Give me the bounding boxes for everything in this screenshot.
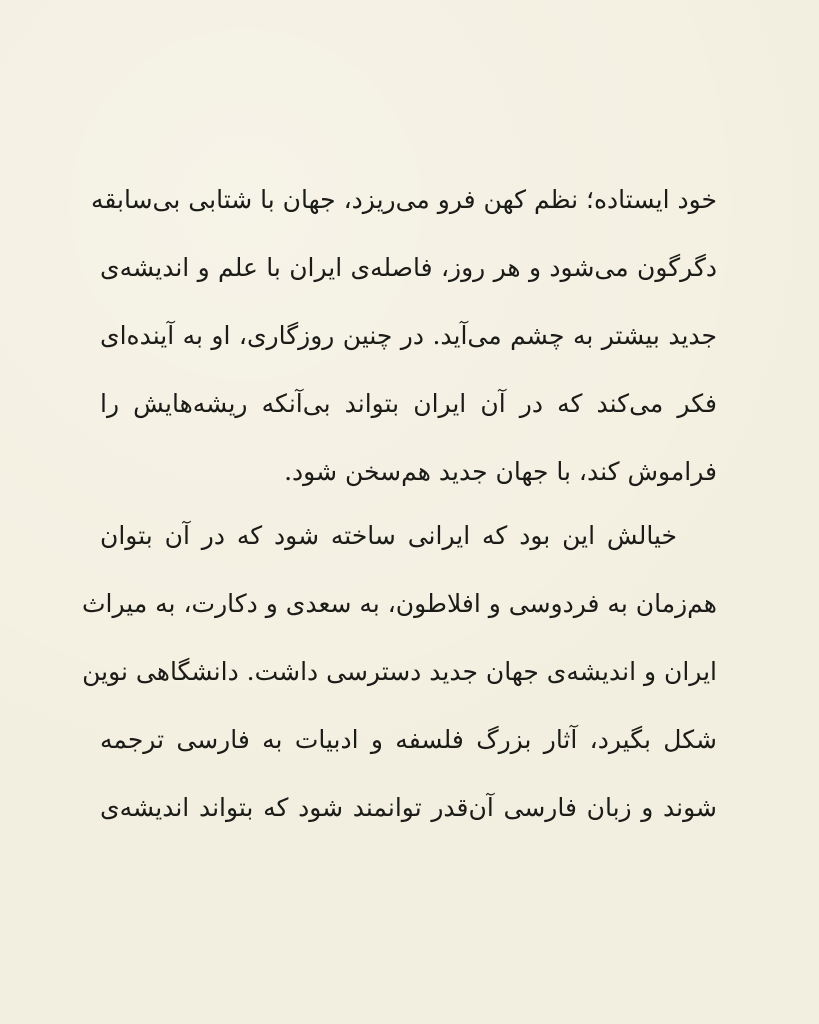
paragraph-2 bbox=[82, 502, 717, 842]
text-line: دگرگون می‌شود و هر روز، فاصله‌ی ایران با علم و اندیشه‌ی bbox=[100, 253, 717, 282]
text-line: خیالش این بود که ایرانی ساخته شود که در آن بتوان bbox=[100, 521, 677, 550]
text-line: شوند و زبان فارسی آن‌قدر توانمند شود که بتواند اندیشه‌ی bbox=[100, 793, 717, 822]
text-line: خود ایستاده؛ نظم کهن فرو می‌ریزد، جهان با شتابی بی‌سابقه bbox=[90, 185, 717, 214]
text-line: شکل بگیرد، آثار بزرگ فلسفه و ادبیات به فارسی ترجمه bbox=[100, 725, 717, 754]
text-line: ایران و اندیشه‌ی جهان جدید دسترسی داشت. دانشگاهی نوین bbox=[82, 657, 717, 686]
text-line: جدید بیشتر به چشم می‌آید. در چنین روزگاری، او به آینده‌ای bbox=[100, 321, 717, 350]
text-line: فکر می‌کند که در آن ایران بتواند بی‌آنکه ریشه‌هایش را bbox=[100, 389, 717, 418]
text-line: فراموش کند، با جهان جدید هم‌سخن شود. bbox=[284, 457, 717, 486]
text-line: هم‌زمان به فردوسی و افلاطون، به سعدی و دکارت، به میراث bbox=[82, 589, 717, 618]
paragraph-1 bbox=[90, 166, 717, 506]
